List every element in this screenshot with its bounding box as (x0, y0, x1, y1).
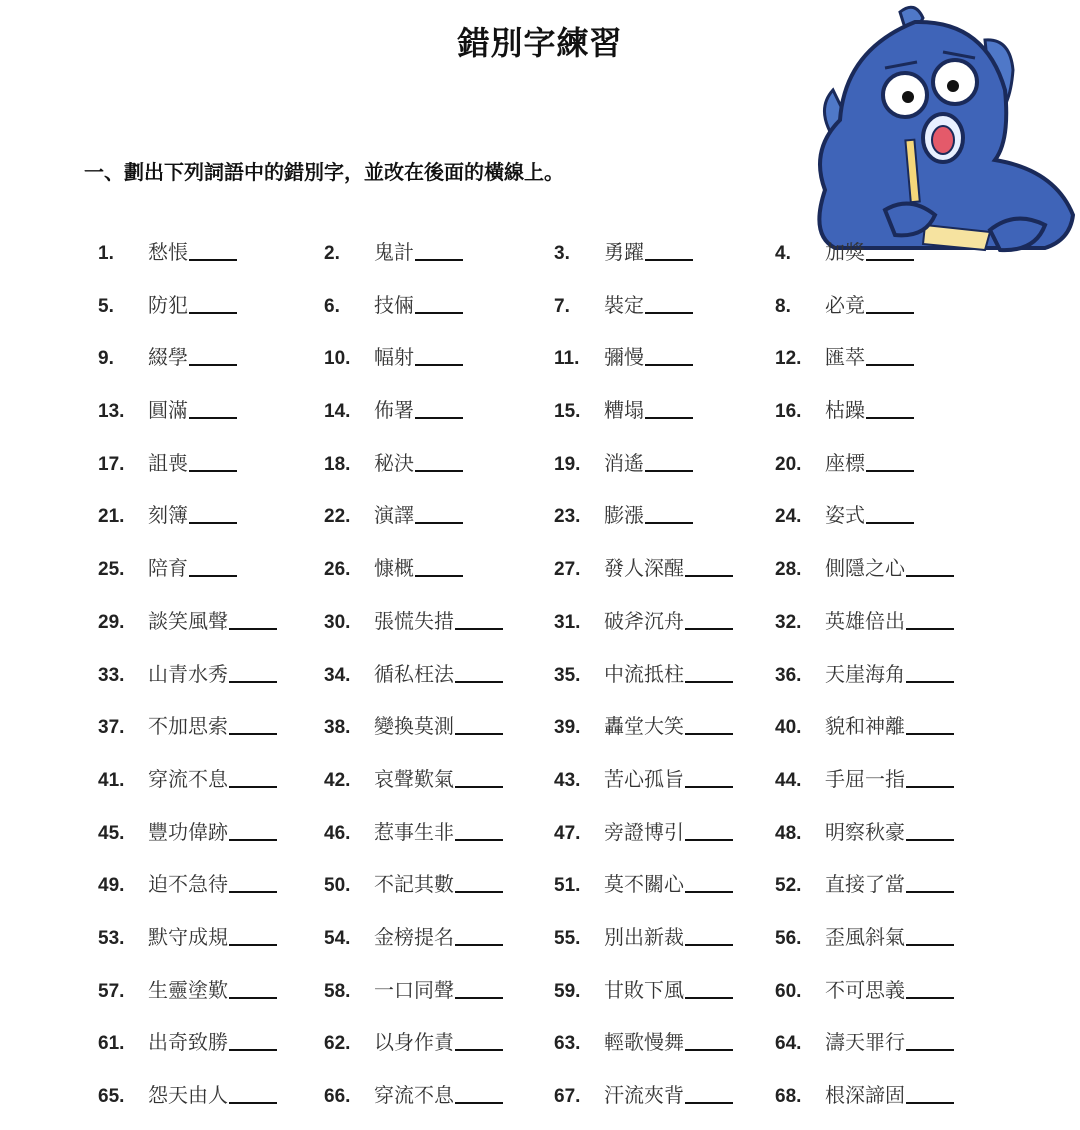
exercise-item (775, 552, 954, 582)
exercise-item (324, 921, 503, 951)
answer-blank[interactable] (685, 997, 733, 999)
item-number: 4. (775, 243, 791, 264)
exercise-item (775, 236, 914, 266)
item-word: 苦心孤旨 (604, 766, 684, 791)
answer-blank[interactable] (229, 628, 277, 630)
item-word: 圓滿 (148, 398, 188, 423)
exercise-item (554, 763, 733, 793)
item-word: 張慌失措 (374, 608, 454, 633)
item-word: 詛喪 (148, 450, 188, 475)
exercise-item (98, 763, 277, 793)
answer-blank[interactable] (685, 786, 733, 788)
exercise-item (554, 605, 733, 635)
item-number: 50. (324, 875, 351, 897)
item-word: 不加思索 (148, 714, 228, 739)
answer-blank[interactable] (455, 839, 503, 841)
item-word: 金榜提名 (374, 924, 454, 949)
item-word: 破斧沉舟 (604, 608, 684, 633)
item-word: 循私枉法 (374, 661, 454, 686)
exercise-grid (0, 226, 1080, 1122)
item-word: 默守成規 (148, 924, 228, 949)
exercise-item (98, 816, 277, 846)
item-word: 莫不關心 (604, 872, 684, 897)
item-number: 31. (554, 611, 581, 633)
item-word: 中流抵柱 (604, 661, 684, 686)
exercise-row (0, 806, 1080, 859)
item-word: 別出新裁 (604, 924, 684, 949)
answer-blank[interactable] (906, 681, 954, 683)
exercise-item (98, 605, 277, 635)
exercise-item (324, 763, 503, 793)
exercise-item (98, 974, 277, 1004)
item-word: 幅射 (374, 345, 414, 370)
item-number: 3. (554, 243, 570, 264)
exercise-item (324, 552, 463, 582)
item-word: 防犯 (148, 292, 188, 317)
exercise-row (0, 542, 1080, 595)
item-number: 6. (324, 295, 340, 317)
exercise-item (775, 289, 914, 319)
item-word: 一口同聲 (374, 977, 454, 1002)
exercise-item (324, 394, 463, 424)
item-word: 濤天罪行 (825, 1030, 905, 1055)
item-word: 必竟 (825, 292, 865, 317)
item-number: 39. (554, 717, 581, 739)
exercise-item (775, 658, 954, 688)
exercise-item (775, 868, 954, 898)
exercise-item (554, 236, 693, 266)
answer-blank[interactable] (415, 312, 463, 314)
exercise-item (554, 816, 733, 846)
item-word: 穿流不息 (148, 766, 228, 791)
item-word: 哀聲歎氣 (374, 766, 454, 791)
item-number: 64. (775, 1033, 802, 1055)
item-number: 30. (324, 611, 351, 633)
item-number: 68. (775, 1086, 802, 1107)
item-number: 49. (98, 875, 125, 897)
item-word: 迫不急待 (148, 872, 228, 897)
exercise-item (554, 341, 693, 371)
exercise-item (324, 499, 463, 529)
exercise-item (775, 921, 954, 951)
exercise-item (98, 447, 237, 477)
answer-blank[interactable] (906, 1049, 954, 1051)
item-word: 不記其數 (374, 872, 454, 897)
item-number: 13. (98, 401, 125, 423)
answer-blank[interactable] (415, 259, 463, 261)
item-word: 出奇致勝 (148, 1030, 228, 1055)
exercise-item (554, 974, 733, 1004)
item-word: 惹事生非 (374, 819, 454, 844)
item-number: 5. (98, 295, 114, 317)
item-number: 38. (324, 717, 351, 739)
exercise-item (324, 447, 463, 477)
exercise-row (0, 753, 1080, 806)
answer-blank[interactable] (229, 733, 277, 735)
exercise-row (0, 964, 1080, 1017)
item-word: 演譯 (374, 503, 414, 528)
item-word: 匯萃 (825, 345, 865, 370)
answer-blank[interactable] (645, 470, 693, 472)
answer-blank[interactable] (685, 1102, 733, 1104)
answer-blank[interactable] (415, 522, 463, 524)
item-number: 22. (324, 506, 351, 528)
item-number: 24. (775, 506, 802, 528)
item-number: 54. (324, 927, 351, 949)
exercise-row (0, 1069, 1080, 1122)
item-number: 61. (98, 1033, 125, 1055)
exercise-item (554, 289, 693, 319)
answer-blank[interactable] (189, 312, 237, 314)
answer-blank[interactable] (189, 417, 237, 419)
exercise-item (324, 341, 463, 371)
exercise-item (98, 341, 237, 371)
item-number: 7. (554, 295, 570, 317)
item-word: 鬼計 (374, 240, 414, 264)
answer-blank[interactable] (415, 364, 463, 366)
answer-blank[interactable] (685, 944, 733, 946)
answer-blank[interactable] (645, 312, 693, 314)
item-number: 36. (775, 664, 802, 686)
exercise-item (98, 289, 237, 319)
item-word: 談笑風聲 (148, 608, 228, 633)
exercise-item (775, 974, 954, 1004)
item-number: 33. (98, 664, 125, 686)
item-word: 不可思義 (825, 977, 905, 1002)
exercise-item (775, 1079, 954, 1109)
item-word: 彌慢 (604, 345, 644, 370)
item-word: 陪育 (148, 556, 188, 581)
item-number: 44. (775, 769, 802, 791)
item-number: 8. (775, 295, 791, 317)
item-word: 枯躁 (825, 398, 865, 423)
answer-blank[interactable] (685, 575, 733, 577)
item-number: 21. (98, 506, 125, 528)
item-word: 佈署 (374, 398, 414, 423)
exercise-item (775, 1026, 954, 1056)
item-number: 45. (98, 822, 125, 844)
answer-blank[interactable] (229, 944, 277, 946)
item-number: 18. (324, 453, 351, 475)
exercise-item (98, 499, 237, 529)
exercise-item (775, 763, 954, 793)
item-word: 消遙 (604, 450, 644, 475)
item-word: 綴學 (148, 345, 188, 370)
answer-blank[interactable] (685, 891, 733, 893)
item-number: 20. (775, 453, 802, 475)
item-word: 糟塌 (604, 398, 644, 423)
answer-blank[interactable] (229, 891, 277, 893)
item-word: 以身作責 (374, 1030, 454, 1055)
item-number: 1. (98, 243, 114, 264)
answer-blank[interactable] (189, 470, 237, 472)
answer-blank[interactable] (906, 786, 954, 788)
item-number: 15. (554, 401, 581, 423)
exercise-item (98, 394, 237, 424)
exercise-item (554, 1026, 733, 1056)
exercise-item (98, 868, 277, 898)
answer-blank[interactable] (645, 364, 693, 366)
answer-blank[interactable] (866, 417, 914, 419)
item-word: 汗流夾背 (604, 1083, 684, 1107)
item-number: 2. (324, 243, 340, 264)
answer-blank[interactable] (415, 417, 463, 419)
exercise-item (775, 499, 914, 529)
answer-blank[interactable] (906, 575, 954, 577)
exercise-item (554, 447, 693, 477)
answer-blank[interactable] (415, 575, 463, 577)
item-number: 42. (324, 769, 351, 791)
item-number: 32. (775, 611, 802, 633)
answer-blank[interactable] (229, 839, 277, 841)
item-word: 膨漲 (604, 503, 644, 528)
exercise-row (0, 858, 1080, 911)
answer-blank[interactable] (455, 628, 503, 630)
answer-blank[interactable] (866, 312, 914, 314)
answer-blank[interactable] (866, 522, 914, 524)
exercise-row (0, 226, 1080, 279)
exercise-item (775, 394, 914, 424)
item-word: 姿式 (825, 503, 865, 528)
item-word: 甘敗下風 (604, 977, 684, 1002)
answer-blank[interactable] (455, 1049, 503, 1051)
item-word: 裝定 (604, 292, 644, 317)
answer-blank[interactable] (455, 997, 503, 999)
blue-monster-writing-icon (805, 0, 1080, 260)
item-word: 生靈塗歎 (148, 977, 228, 1002)
exercise-item (775, 341, 914, 371)
item-number: 16. (775, 401, 802, 423)
item-number: 14. (324, 401, 351, 423)
item-word: 根深諦固 (825, 1083, 905, 1107)
item-number: 35. (554, 664, 581, 686)
item-number: 55. (554, 927, 581, 949)
exercise-item (554, 499, 693, 529)
item-number: 40. (775, 717, 802, 739)
exercise-item (554, 1079, 733, 1109)
answer-blank[interactable] (229, 997, 277, 999)
item-word: 豐功偉跡 (148, 819, 228, 844)
item-number: 65. (98, 1086, 125, 1107)
exercise-item (98, 921, 277, 951)
answer-blank[interactable] (906, 891, 954, 893)
item-word: 明察秋豪 (825, 819, 905, 844)
exercise-item (98, 658, 277, 688)
answer-blank[interactable] (229, 1102, 277, 1104)
item-number: 19. (554, 453, 581, 475)
exercise-item (324, 816, 503, 846)
answer-blank[interactable] (906, 733, 954, 735)
answer-blank[interactable] (229, 1049, 277, 1051)
answer-blank[interactable] (189, 259, 237, 261)
answer-blank[interactable] (645, 522, 693, 524)
item-word: 輕歌慢舞 (604, 1030, 684, 1055)
answer-blank[interactable] (455, 733, 503, 735)
exercise-item (554, 394, 693, 424)
answer-blank[interactable] (189, 575, 237, 577)
exercise-item (324, 658, 503, 688)
exercise-item (775, 605, 954, 635)
exercise-item (775, 816, 954, 846)
answer-blank[interactable] (906, 1102, 954, 1104)
exercise-item (324, 289, 463, 319)
answer-blank[interactable] (645, 417, 693, 419)
item-number: 56. (775, 927, 802, 949)
exercise-row (0, 911, 1080, 964)
item-word: 手屈一指 (825, 766, 905, 791)
item-number: 34. (324, 664, 351, 686)
answer-blank[interactable] (229, 786, 277, 788)
exercise-row (0, 279, 1080, 332)
item-number: 52. (775, 875, 802, 897)
item-word: 技倆 (374, 292, 414, 317)
item-number: 23. (554, 506, 581, 528)
exercise-item (98, 1026, 277, 1056)
exercise-item (775, 447, 914, 477)
item-word: 加獎 (825, 240, 865, 264)
item-word: 側隱之心 (825, 556, 905, 581)
answer-blank[interactable] (906, 839, 954, 841)
answer-blank[interactable] (685, 839, 733, 841)
exercise-item (554, 710, 733, 740)
item-word: 怨天由人 (148, 1083, 228, 1107)
answer-blank[interactable] (189, 522, 237, 524)
item-number: 29. (98, 611, 125, 633)
answer-blank[interactable] (455, 681, 503, 683)
item-number: 47. (554, 822, 581, 844)
item-word: 刻簿 (148, 503, 188, 528)
item-word: 山青水秀 (148, 661, 228, 686)
item-word: 天崖海角 (825, 661, 905, 686)
item-word: 慷概 (374, 556, 414, 581)
exercise-item (98, 710, 277, 740)
item-number: 17. (98, 453, 125, 475)
exercise-item (554, 921, 733, 951)
item-number: 59. (554, 980, 581, 1002)
item-number: 41. (98, 769, 125, 791)
answer-blank[interactable] (866, 364, 914, 366)
item-word: 直接了當 (825, 872, 905, 897)
item-number: 12. (775, 348, 802, 370)
item-word: 歪風斜氣 (825, 924, 905, 949)
item-word: 愁悵 (148, 240, 188, 264)
item-number: 27. (554, 559, 581, 581)
item-number: 43. (554, 769, 581, 791)
answer-blank[interactable] (906, 628, 954, 630)
exercise-item (554, 552, 733, 582)
exercise-item (324, 1026, 503, 1056)
item-number: 57. (98, 980, 125, 1002)
item-number: 11. (554, 348, 580, 370)
item-word: 勇躍 (604, 240, 644, 264)
instruction-text: 一、劃出下列詞語中的錯別字，並改在後面的橫線上。 (84, 160, 564, 184)
item-number: 63. (554, 1033, 581, 1055)
exercise-item (324, 236, 463, 266)
item-number: 60. (775, 980, 802, 1002)
answer-blank[interactable] (455, 786, 503, 788)
exercise-row (0, 489, 1080, 542)
exercise-row (0, 384, 1080, 437)
item-word: 座標 (825, 450, 865, 475)
item-number: 48. (775, 822, 802, 844)
answer-blank[interactable] (685, 681, 733, 683)
item-number: 67. (554, 1086, 581, 1107)
answer-blank[interactable] (906, 997, 954, 999)
exercise-item (324, 605, 503, 635)
exercise-row (0, 648, 1080, 701)
answer-blank[interactable] (455, 1102, 503, 1104)
exercise-item (554, 658, 733, 688)
exercise-item (98, 552, 237, 582)
answer-blank[interactable] (229, 681, 277, 683)
exercise-item (775, 710, 954, 740)
exercise-item (98, 1079, 277, 1109)
answer-blank[interactable] (415, 470, 463, 472)
exercise-row (0, 595, 1080, 648)
item-word: 轟堂大笑 (604, 714, 684, 739)
item-number: 25. (98, 559, 125, 581)
answer-blank[interactable] (455, 891, 503, 893)
item-word: 穿流不息 (374, 1083, 454, 1107)
answer-blank[interactable] (189, 364, 237, 366)
item-number: 9. (98, 348, 114, 370)
answer-blank[interactable] (645, 259, 693, 261)
item-number: 10. (324, 348, 351, 370)
exercise-item (98, 236, 237, 266)
answer-blank[interactable] (906, 944, 954, 946)
answer-blank[interactable] (866, 470, 914, 472)
answer-blank[interactable] (455, 944, 503, 946)
exercise-item (324, 710, 503, 740)
item-word: 變換莫測 (374, 714, 454, 739)
item-number: 62. (324, 1033, 351, 1055)
item-number: 37. (98, 717, 125, 739)
item-number: 66. (324, 1086, 351, 1107)
item-word: 貌和神離 (825, 714, 905, 739)
item-word: 秘決 (374, 450, 414, 475)
exercise-item (324, 1079, 503, 1109)
item-number: 46. (324, 822, 351, 844)
exercise-row (0, 437, 1080, 490)
item-number: 53. (98, 927, 125, 949)
item-number: 51. (554, 875, 581, 897)
item-word: 英雄倍出 (825, 608, 905, 633)
answer-blank[interactable] (685, 733, 733, 735)
item-number: 58. (324, 980, 351, 1002)
item-number: 26. (324, 559, 351, 581)
exercise-row (0, 700, 1080, 753)
answer-blank[interactable] (866, 259, 914, 261)
exercise-item (554, 868, 733, 898)
exercise-row (0, 1016, 1080, 1069)
page-title: 錯別字練習 (457, 24, 623, 62)
answer-blank[interactable] (685, 628, 733, 630)
item-number: 28. (775, 559, 802, 581)
exercise-row (0, 331, 1080, 384)
exercise-item (324, 974, 503, 1004)
item-word: 發人深醒 (604, 556, 684, 581)
exercise-item (324, 868, 503, 898)
answer-blank[interactable] (685, 1049, 733, 1051)
item-word: 旁證博引 (604, 819, 684, 844)
